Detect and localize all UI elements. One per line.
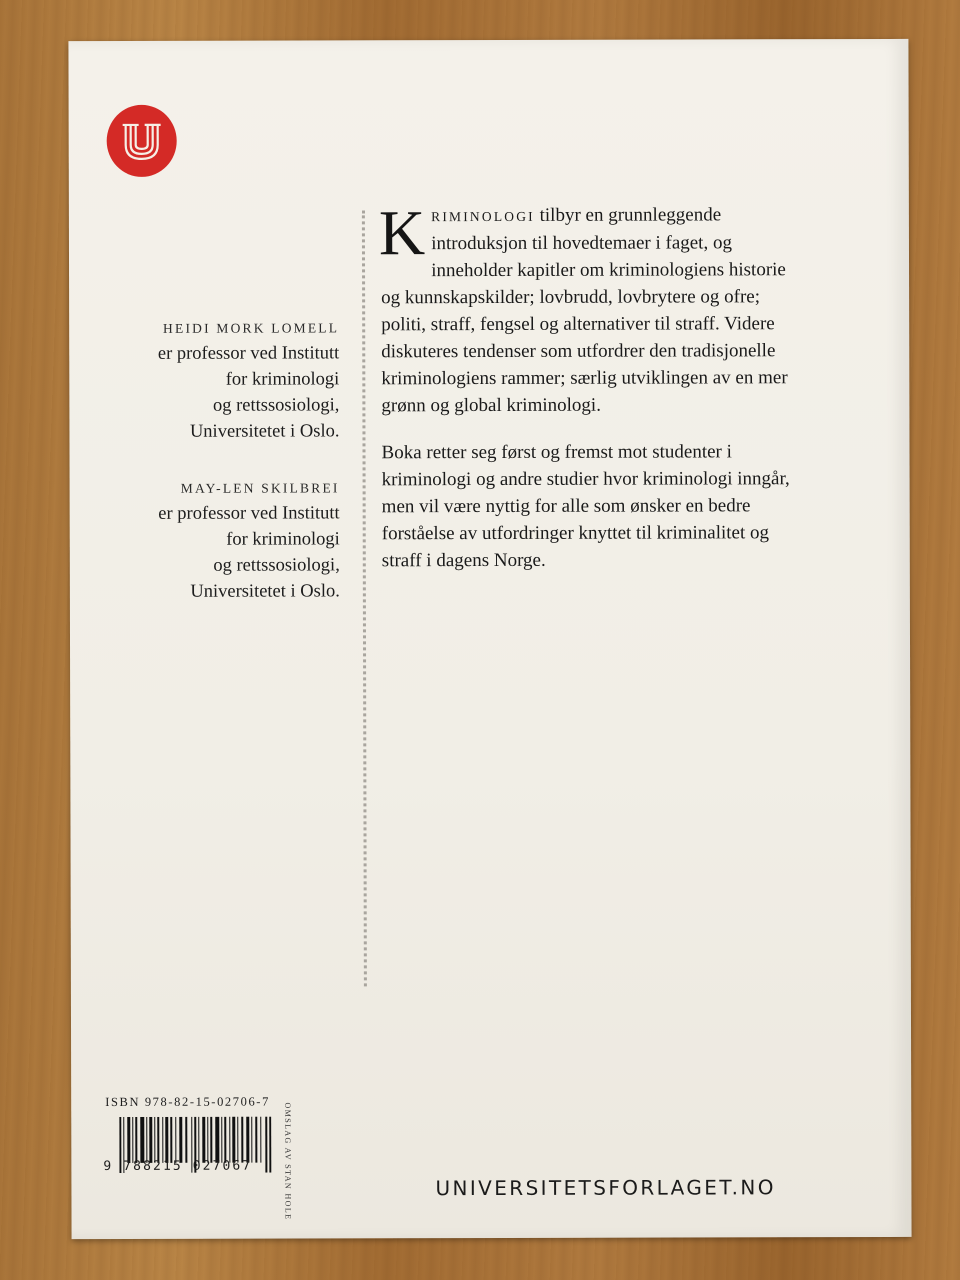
blurb-text (378, 197, 802, 594)
publisher-url: UNIVERSITETSFORLAGET.NO (435, 1175, 776, 1201)
author-bio-line: for kriminologi (226, 529, 340, 550)
author-bio (109, 340, 339, 445)
author-block-1 (109, 320, 339, 445)
blurb-paragraph-1-text: tilbyr en grunnleggende introduksjon til hovedtemaer i faget, og inneholder kapitler om kriminologiens historie og kunnskapskilder; lovbrudd, lovbrytere og ofre; politi, straff, fengsel og alternativer til straff. Videre diskuteres tendenser som utfordrer den tradisjonelle kriminologiens rammer; særlig utviklingen av en mer grønn og global kriminologi. (381, 204, 788, 417)
dotted-divider (362, 210, 367, 986)
publisher-logo-icon (107, 105, 177, 177)
author-bio (110, 500, 340, 605)
author-bio-line: og rettssosiologi, (212, 395, 340, 416)
author-bio-line: er professor ved Institutt (157, 343, 340, 364)
blurb-paragraph-1 (378, 197, 802, 419)
author-bio-line: Universitetet i Oslo. (190, 581, 340, 602)
author-block-2 (110, 480, 340, 605)
author-bio-line: og rettssosiologi, (213, 555, 340, 576)
blurb-paragraph-2: Boka retter seg først og fremst mot studenter i kriminologi og andre studier hvor kriminologi inngår, men vil være nyttig for alle som ønsker en bedre forståelse av utfordringer knyttet til kriminalitet og straff i dagens Norge. (381, 441, 790, 572)
u-logo-glyph (118, 117, 166, 165)
author-bio-line: er professor ved Institutt (158, 503, 340, 524)
author-bio-line: Universitetet i Oslo. (189, 421, 340, 442)
book-title-inline: RIMINOLOGI (431, 208, 535, 225)
cover-credit: OMSLAG AV STAN HOLE (283, 1102, 293, 1221)
author-name: MAY-LEN SKILBREI (180, 480, 340, 496)
author-name: HEIDI MORK LOMELL (163, 320, 340, 336)
drop-cap: K (378, 197, 426, 269)
author-bio-line: for kriminologi (225, 369, 340, 390)
barcode-digits: 9 788215 027067 (103, 1158, 253, 1175)
book-back-cover (68, 39, 911, 1239)
isbn-label: ISBN 978-82-15-02706-7 (105, 1094, 270, 1110)
